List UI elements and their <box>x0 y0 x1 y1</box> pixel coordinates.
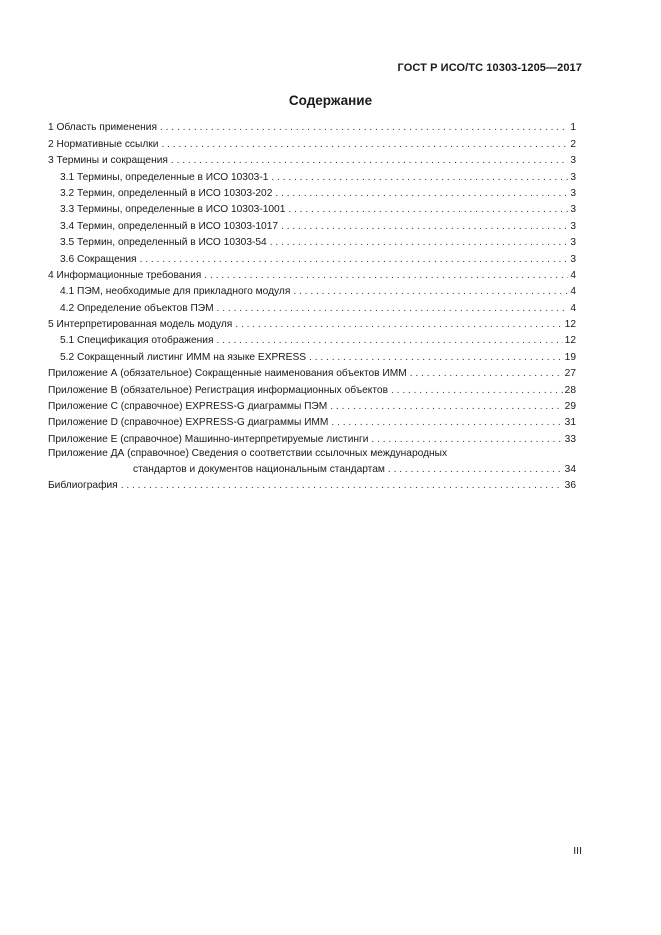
toc-subentry[interactable] <box>48 168 576 184</box>
toc-entry-page: 3 <box>570 155 576 167</box>
toc-entry-page: 12 <box>564 319 576 331</box>
toc-leader-dots <box>171 154 568 168</box>
toc-entry-page: 12 <box>564 335 576 347</box>
toc-entry[interactable] <box>48 135 576 151</box>
toc-leader-dots <box>204 269 568 283</box>
toc-entry-label: 3 Термины и сокращения <box>48 155 168 167</box>
toc-leader-dots <box>275 187 568 201</box>
toc-entry-page: 4 <box>570 269 576 281</box>
toc-leader-dots <box>391 384 563 398</box>
toc-subentry[interactable] <box>48 283 576 299</box>
toc-entry[interactable] <box>48 152 576 168</box>
toc-entry-page: 3 <box>570 204 576 216</box>
toc-leader-dots <box>217 334 563 348</box>
toc-leader-dots <box>160 121 568 135</box>
toc-entry-page: 3 <box>570 237 576 249</box>
toc-leader-dots <box>331 416 562 430</box>
toc-leader-dots <box>371 433 562 447</box>
toc-entry-label: 2 Нормативные ссылки <box>48 138 159 150</box>
toc-entry-page: 3 <box>570 253 576 265</box>
toc-subentry[interactable] <box>48 332 576 348</box>
toc-entry-label: 4.2 Определение объектов ПЭМ <box>60 302 214 314</box>
toc-leader-dots <box>270 236 569 250</box>
toc-entry-appendix[interactable] <box>48 381 576 397</box>
toc-entry-page: 4 <box>570 286 576 298</box>
toc-entry-label: 3.1 Термины, определенные в ИСО 10303-1 <box>60 171 269 183</box>
toc-subentry[interactable] <box>48 234 576 250</box>
toc-entry-page: 28 <box>564 384 576 396</box>
toc-entry-appendix[interactable] <box>48 414 576 430</box>
toc-leader-dots <box>388 463 563 477</box>
toc-entry[interactable] <box>48 316 576 332</box>
toc-entry-label: Приложение С (справочное) EXPRESS-G диаграммы ПЭМ <box>48 401 328 413</box>
toc-entry-label: 4.1 ПЭМ, необходимые для прикладного модуля <box>60 286 291 298</box>
toc-leader-dots <box>288 203 568 217</box>
toc-subentry[interactable] <box>48 201 576 217</box>
toc-entry-page: 3 <box>570 187 576 199</box>
toc-leader-dots <box>410 367 563 381</box>
toc-entry-label: Приложение А (обязательное) Сокращенные наименования объектов ИММ <box>48 368 407 380</box>
toc-entry-label: Приложение ДА (справочное) Сведения о соответствии ссылочных международных <box>48 447 448 459</box>
toc-entry-label: 3.6 Сокращения <box>60 253 137 265</box>
toc-leader-dots <box>140 253 569 267</box>
toc-entry-label: 5.1 Спецификация отображения <box>60 335 214 347</box>
toc-entry-page: 34 <box>564 463 576 475</box>
toc-leader-dots <box>235 318 562 332</box>
toc-subentry[interactable] <box>48 299 576 315</box>
toc-subentry[interactable] <box>48 217 576 233</box>
toc-leader-dots <box>281 220 568 234</box>
toc-leader-dots <box>309 351 563 365</box>
toc-entry-label: 4 Информационные требования <box>48 269 202 281</box>
toc-leader-dots <box>217 302 569 316</box>
toc-entry-appendix[interactable] <box>48 365 576 381</box>
toc-entry-label: 3.4 Термин, определенный в ИСО 10303-1017 <box>60 220 279 232</box>
toc-entry[interactable] <box>48 267 576 283</box>
toc-entry-page: 27 <box>564 368 576 380</box>
toc-entry-page: 4 <box>570 302 576 314</box>
toc-entry-label: 5 Интерпретированная модель модуля <box>48 319 233 331</box>
toc-entry[interactable] <box>48 119 576 135</box>
toc-entry-label-continued: стандартов и документов национальным стандартам <box>133 463 385 475</box>
toc-subentry[interactable] <box>48 185 576 201</box>
toc-entry-continuation <box>48 461 576 477</box>
table-of-contents <box>48 119 576 493</box>
toc-entry-label: 3.2 Термин, определенный в ИСО 10303-202 <box>60 187 273 199</box>
page-title: Содержание <box>288 93 373 108</box>
toc-entry[interactable] <box>48 477 576 493</box>
toc-leader-dots <box>161 138 568 152</box>
toc-entry-page: 36 <box>564 480 576 492</box>
toc-entry-page: 29 <box>564 401 576 413</box>
toc-entry-page: 33 <box>564 433 576 445</box>
toc-entry-page: 1 <box>570 122 576 134</box>
toc-subentry[interactable] <box>48 348 576 364</box>
toc-entry-label: Приложение Е (справочное) Машинно-интерпретируемые листинги <box>48 433 369 445</box>
toc-entry-label: Приложение D (справочное) EXPRESS-G диаграммы ИММ <box>48 417 329 429</box>
toc-entry-label: Приложение В (обязательное) Регистрация информационных объектов <box>48 384 388 396</box>
toc-entry-appendix[interactable] <box>48 447 576 477</box>
toc-entry-page: 3 <box>570 220 576 232</box>
toc-leader-dots <box>121 479 563 493</box>
toc-entry-page: 31 <box>564 417 576 429</box>
document-id: ГОСТ Р ИСО/ТС 10303-1205—2017 <box>397 62 582 74</box>
toc-entry-label: 3.5 Термин, определенный в ИСО 10303-54 <box>60 237 267 249</box>
page-number: III <box>573 845 582 857</box>
toc-entry-label: 1 Область применения <box>48 122 157 134</box>
toc-leader-dots <box>271 171 568 185</box>
toc-entry-appendix[interactable] <box>48 430 576 446</box>
toc-leader-dots <box>293 285 568 299</box>
toc-entry-label: 3.3 Термины, определенные в ИСО 10303-1001 <box>60 204 286 216</box>
toc-entry-page: 19 <box>564 351 576 363</box>
toc-entry-page: 2 <box>570 138 576 150</box>
toc-entry-label: 5.2 Сокращенный листинг ИММ на языке EXPRESS <box>60 351 307 363</box>
toc-leader-dots <box>330 400 562 414</box>
toc-entry-appendix[interactable] <box>48 398 576 414</box>
toc-entry-page: 3 <box>570 171 576 183</box>
toc-subentry[interactable] <box>48 250 576 266</box>
toc-entry-label: Библиография <box>48 480 118 492</box>
